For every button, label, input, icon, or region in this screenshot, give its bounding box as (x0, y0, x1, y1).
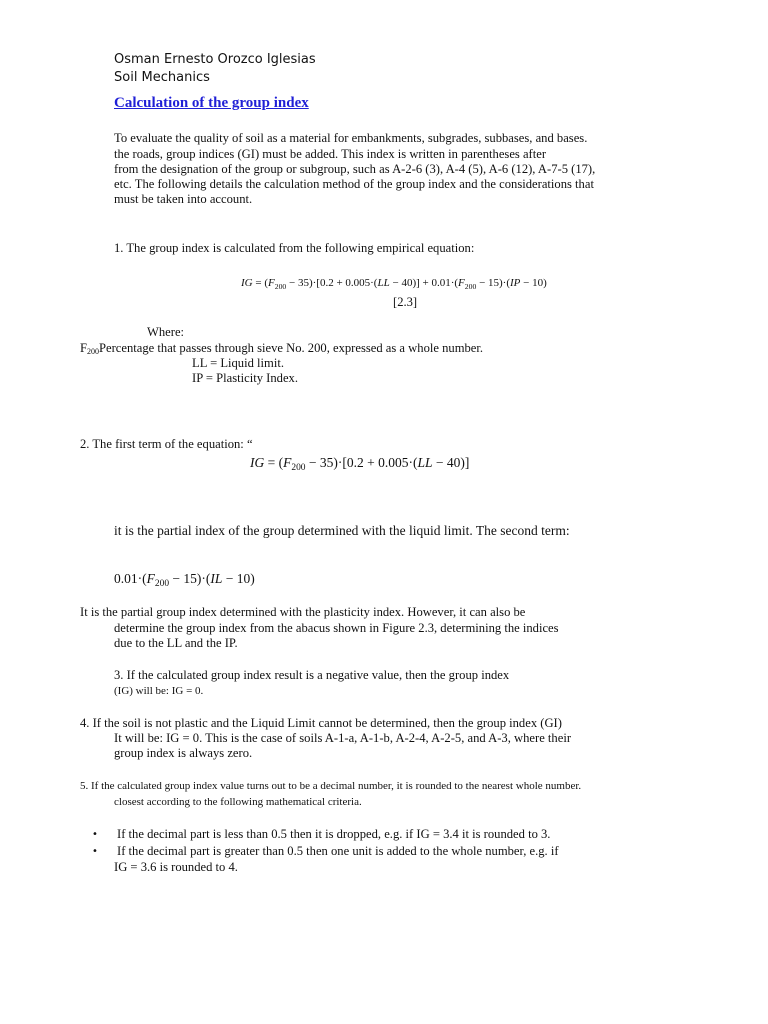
item-5-line: 5. If the calculated group index value turns out to be a decimal number, it is rounded to the nearest whole number. (80, 780, 582, 792)
equation-first-term: IG = $(F_{200} - 35)\cdot[0.2 + 0.005\cdot(LL - 40)]$ (250, 455, 470, 473)
item-2-continuation: it is the partial index of the group determined with the liquid limit. The second term: (114, 523, 570, 538)
author-name: Osman Ernesto Orozco Iglesias (114, 52, 316, 67)
item-2-text: 2. The first term of the equation: “ (80, 437, 253, 451)
intro-line: etc. The following details the calculation method of the group index and the considerations that (114, 177, 594, 191)
plastic-line: determine the group index from the abacus shown in Figure 2.3, determining the indices (114, 621, 559, 635)
intro-line: from the designation of the group or subgroup, such as A-2-6 (3), A-4 (5), A-6 (12), A-7-5 (17), (114, 162, 596, 176)
plastic-line: It is the partial group index determined with the plasticity index. However, it can also be (80, 605, 526, 619)
def-ip: IP = Plasticity Index. (192, 371, 298, 385)
equation-number: [2.3] (393, 295, 418, 309)
intro-line: To evaluate the quality of soil as a material for embankments, subgrades, subbases, and bases. (114, 131, 588, 145)
list-item: If the decimal part is less than 0.5 then it is dropped, e.g. if IG = 3.4 it is rounded to 3. (117, 827, 551, 841)
item-4-line: It will be: IG = 0. This is the case of soils A-1-a, A-1-b, A-2-4, A-2-5, and A-3, where their (114, 731, 572, 745)
equation-second-term: $0.01\cdot(F_{200} - 15)\cdot(IL - 10)$ (114, 571, 255, 589)
where-label: Where: (147, 325, 185, 339)
plastic-line: due to the LL and the IP. (114, 636, 238, 650)
item-1-text: 1. The group index is calculated from the following empirical equation: (114, 241, 475, 255)
item-3-line: (IG) will be: IG = 0. (114, 685, 204, 697)
def-ll: LL = Liquid limit. (192, 356, 284, 370)
f200-subscript: 200 (87, 347, 100, 356)
item-4-line: 4. If the soil is not plastic and the Liquid Limit cannot be determined, then the group index (GI) (80, 716, 562, 730)
f200-symbol: F (80, 341, 88, 355)
bullet-glyph: • (92, 846, 98, 857)
course-name: Soil Mechanics (114, 70, 210, 85)
item-3-line: 3. If the calculated group index result is a negative value, then the group index (114, 668, 510, 682)
item-4-line: group index is always zero. (114, 746, 253, 760)
page-title[interactable]: Calculation of the group index (114, 95, 309, 111)
bullet-glyph: • (92, 829, 98, 840)
equation-2-3: IG = $(F_{200} - 35)\cdot[0.2 + 0.005\cdot(LL - 40)] + 0.01\cdot(F_{200} - 15)\cdot(IP - 10)$ (241, 277, 547, 291)
item-5-line: closest according to the following mathematical criteria. (114, 796, 362, 808)
list-item: If the decimal part is greater than 0.5 then one unit is added to the whole number, e.g. if (117, 844, 559, 858)
list-item-continuation: IG = 3.6 is rounded to 4. (114, 860, 238, 874)
intro-line: must be taken into account. (114, 192, 253, 206)
f200-definition: Percentage that passes through sieve No. 200, expressed as a whole number. (99, 341, 484, 355)
intro-line: the roads, group indices (GI) must be added. This index is written in parentheses after (114, 147, 547, 161)
